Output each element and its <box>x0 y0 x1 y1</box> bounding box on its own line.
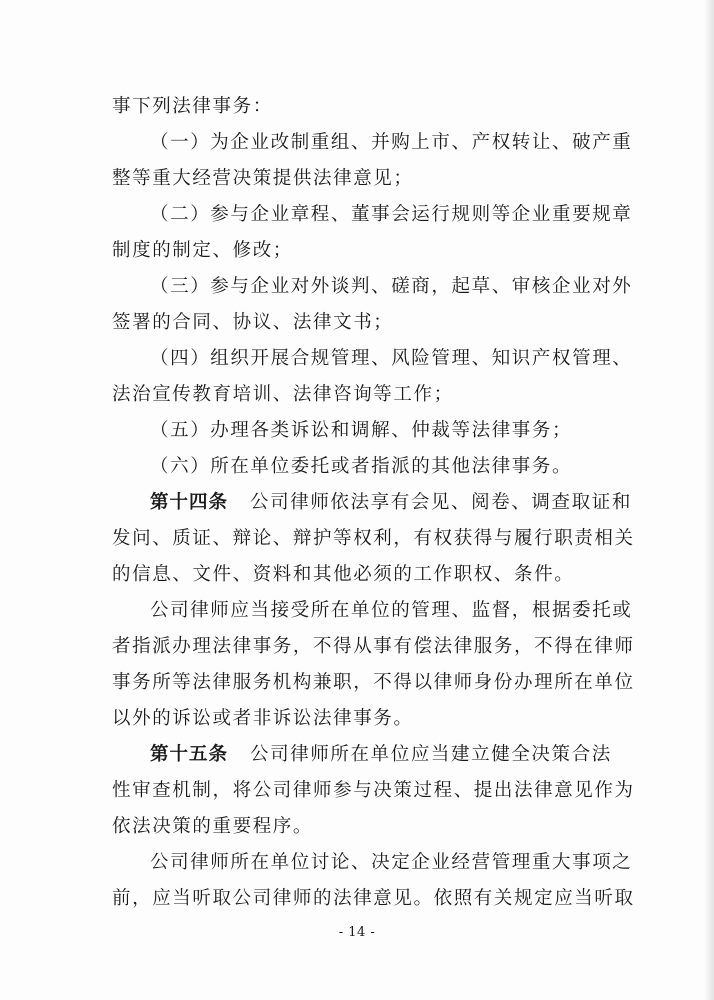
text-line: （三）参与企业对外谈判、磋商，起草、审核企业对外 <box>150 276 633 297</box>
text-line: 公司律师所在单位讨论、决定企业经营管理重大事项之 <box>150 852 633 873</box>
text-line: （五）办理各类诉讼和调解、仲裁等法律事务； <box>150 420 573 441</box>
text-line: 公司律师依法享有会见、阅卷、调查取证和 <box>250 492 632 513</box>
page-number: - 14 - <box>338 925 376 940</box>
text-line: 发问、质证、辩论、辩护等权利，有权获得与履行职责相关 <box>112 528 635 549</box>
article-15-paragraph-start <box>150 744 612 766</box>
page-edge-shadow <box>704 0 714 1000</box>
text-line: 公司律师应当接受所在单位的管理、监督，根据委托或 <box>150 600 633 621</box>
text-line: 者指派办理法律事务，不得从事有偿法律服务，不得在律师 <box>112 636 635 657</box>
text-line: 公司律师所在单位应当建立健全决策合法 <box>250 744 612 765</box>
text-line: 事下列法律事务： <box>112 96 273 117</box>
article-14-paragraph-start <box>150 492 632 514</box>
text-line: （二）参与企业章程、董事会运行规则等企业重要规章 <box>150 204 633 225</box>
text-line: 依法决策的重要程序。 <box>112 816 314 837</box>
article-15-heading: 第十五条 <box>150 744 229 765</box>
text-line: 前，应当听取公司律师的法律意见。依照有关规定应当听取 <box>112 888 635 909</box>
text-line: 事务所等法律服务机构兼职，不得以律师身份办理所在单位 <box>112 672 635 693</box>
text-line: （一）为企业改制重组、并购上市、产权转让、破产重 <box>150 132 633 153</box>
article-14-heading: 第十四条 <box>150 492 229 513</box>
text-line: 签署的合同、协议、法律文书； <box>112 312 394 333</box>
text-line: （六）所在单位委托或者指派的其他法律事务。 <box>150 456 573 477</box>
text-line: 的信息、文件、资料和其他必须的工作职权、条件。 <box>112 564 575 585</box>
text-line: 以外的诉讼或者非诉讼法律事务。 <box>112 708 414 729</box>
text-line: 法治宣传教育培训、法律咨询等工作； <box>112 384 454 405</box>
text-line: 整等重大经营决策提供法律意见； <box>112 168 414 189</box>
text-line: 制度的制定、修改； <box>112 240 293 261</box>
text-line: 性审查机制，将公司律师参与决策过程、提出法律意见作为 <box>112 780 635 801</box>
text-line: （四）组织开展合规管理、风险管理、知识产权管理、 <box>150 348 633 369</box>
